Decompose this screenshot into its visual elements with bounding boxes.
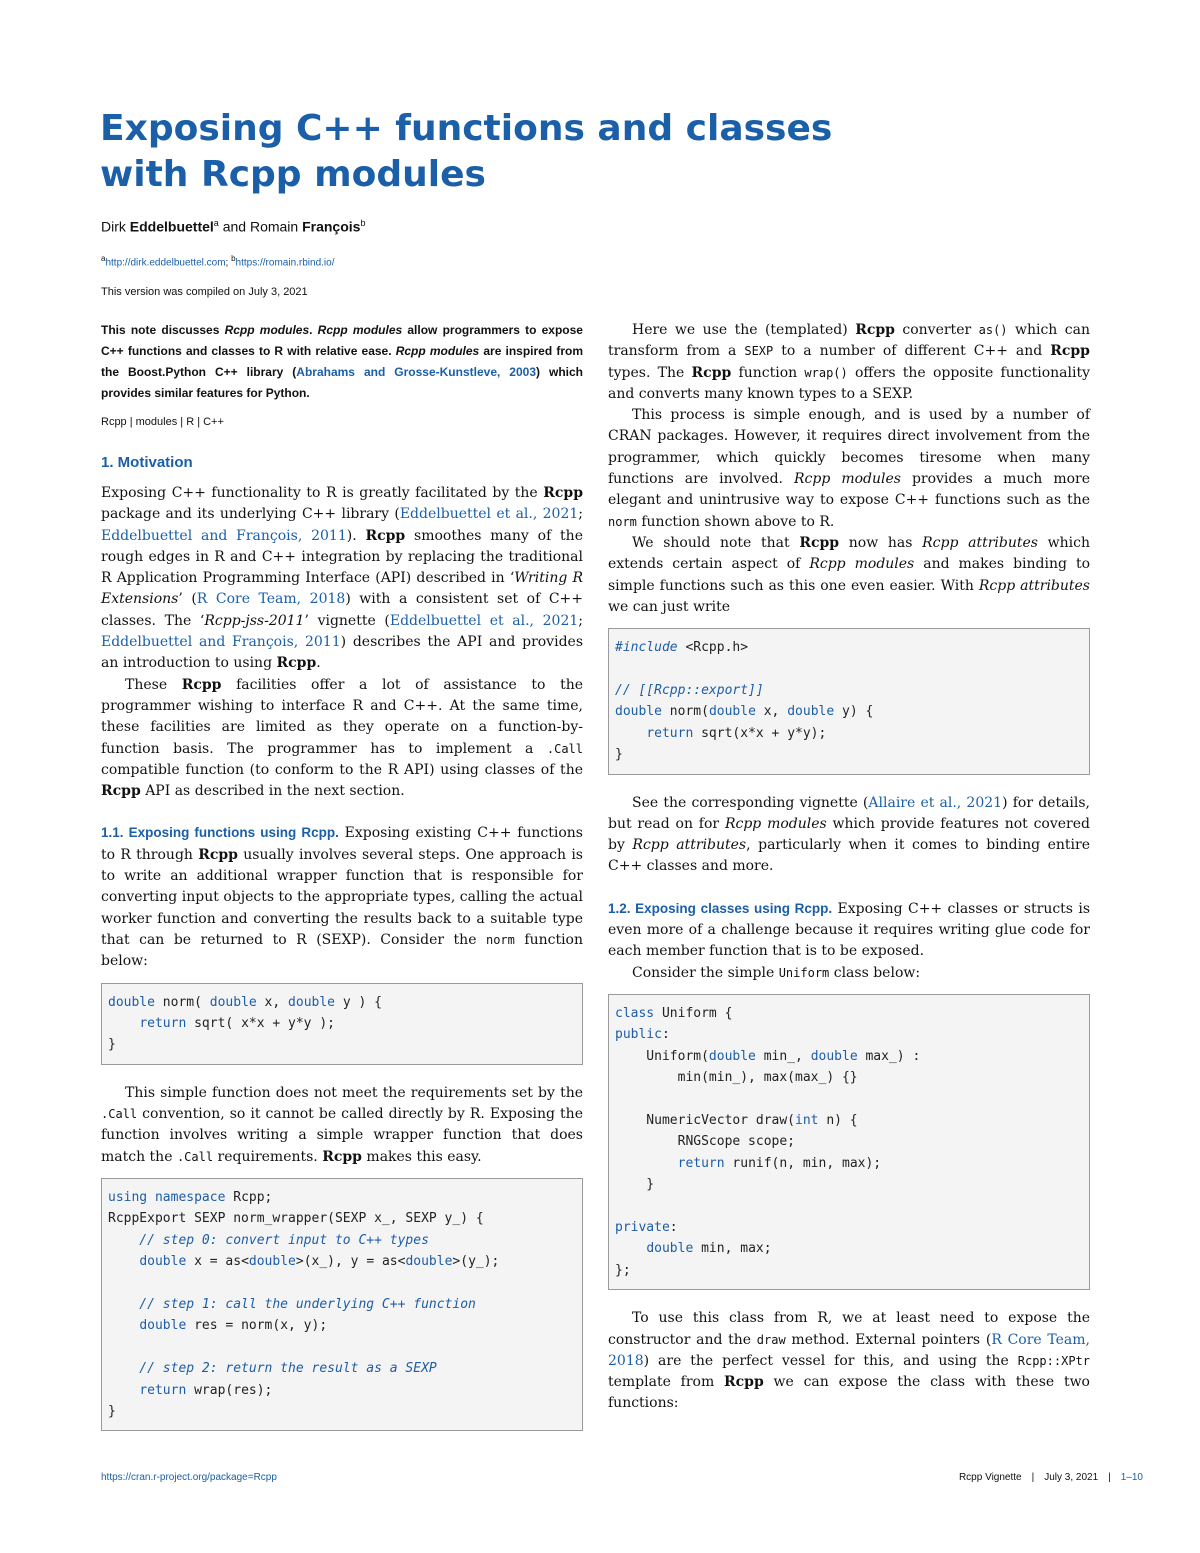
section-heading-motivation: 1. Motivation <box>101 454 193 471</box>
subsection-exposing-functions: 1.1. Exposing functions using Rcpp. Exposing existing C++ functions to R through Rcpp usually involves several steps. One approach is to write an additional wrapper function that is responsible for converting input objects to the appropriate types, calling the actual worker function and converting the results back to a suitable type that can be returned to R (SEXP). Consider the norm function below: <box>101 825 583 970</box>
paragraph-vignette: See the corresponding vignette (Allaire et al., 2021) for details, but read on for Rcpp modules which provide features not covered by Rcpp attributes, particularly when it comes to binding entire C++ classes and more. <box>608 794 1091 875</box>
paragraph-call-convention: This simple function does not meet the requirements set by the .Call convention, so it cannot be called directly by R. Exposing the function involves writing a simple wrapper function that does match the .Call requirements. Rcpp makes this easy. <box>101 1084 583 1165</box>
citation-link[interactable]: Eddelbuettel et al., 2021 <box>399 506 579 523</box>
citation-link[interactable]: Abrahams and Grosse-Kunstleve, 2003 <box>296 365 536 379</box>
footer-info <box>959 1472 1143 1483</box>
keywords: Rcpp | modules | R | C++ <box>101 416 224 428</box>
paragraph-process: This process is simple enough, and is used by a number of CRAN packages. However, it requires direct involvement from the programmer, which quickly becomes tiresome when many functions are involved. Rcpp modules provides a much more elegant and unintrusive way to expose C++ functions such as the norm function shown above to R. <box>608 407 1090 530</box>
footer-journal: Rcpp Vignette <box>958 1472 1022 1483</box>
footer-url-link[interactable]: https://cran.r-project.org/package=Rcpp <box>101 1472 277 1483</box>
author-family: Eddelbuettel <box>129 218 214 235</box>
affiliations <box>101 254 334 268</box>
subsection-heading: 1.1. Exposing functions using Rcpp. <box>101 825 339 841</box>
left-column <box>101 320 583 1449</box>
title-line-1: Exposing C++ functions and classes <box>100 108 833 149</box>
compiled-date: This version was compiled on July 3, 2021 <box>101 286 308 298</box>
code-block-norm: double norm( double x, double y ) { return sqrt( x*x + y*y ); } <box>101 983 583 1065</box>
author-family: François <box>302 218 361 235</box>
subsection-exposing-classes: 1.2. Exposing classes using Rcpp. Exposing C++ classes or structs is even more of a challenge because it requires writing glue code for each member function that is to be exposed. <box>608 900 1090 960</box>
subsection-heading: 1.2. Exposing classes using Rcpp. <box>608 900 833 916</box>
citation-link[interactable]: Eddelbuettel and François, 2011 <box>101 634 341 651</box>
footer-sep: | <box>1108 1472 1111 1483</box>
code-block-attributes: #include <Rcpp.h> // [[Rcpp::export]] double norm(double x, double y) { return sqrt(x*x + y*y); } <box>608 628 1090 774</box>
author-list <box>101 218 365 235</box>
citation-link[interactable]: Allaire et al., 2021 <box>868 794 1003 811</box>
paragraph-converter: Here we use the (templated) Rcpp converter as() which can transform from a SEXP to a number of different C++ and Rcpp types. The Rcpp function wrap() offers the opposite functionality and converts many known types to a SEXP. <box>608 322 1090 402</box>
abstract: This note discusses Rcpp modules. Rcpp modules allow programmers to expose C++ functions and classes to R with relative ease. Rcpp modules are inspired from the Boost.Python C++ library (Abrahams and Grosse-Kunstleve, 2003) which provides similar features for Python. <box>101 323 583 400</box>
affil-mark: b <box>231 254 236 263</box>
paragraph-motivation: Exposing C++ functionality to R is greatly facilitated by the Rcpp package and its underlying C++ library (Eddelbuettel et al., 2021; Eddelbuettel and François, 2011). Rcpp smoothes many of the rough edges in R and C++ integration by replacing the traditional R Application Programming Interface (API) described in ‘Writing R Extensions’ (R Core Team, 2018) with a consistent set of C++ classes. The ‘Rcpp-jss-2011’ vignette (Eddelbuettel et al., 2021; Eddelbuettel and François, 2011) describes the API and provides an introduction to using Rcpp. <box>101 485 584 672</box>
footer-date: July 3, 2021 <box>1044 1472 1099 1483</box>
footer-pages: 1–10 <box>1120 1472 1143 1483</box>
paper-title <box>100 106 1100 198</box>
right-column <box>608 320 1090 1415</box>
author-sep: and <box>218 218 250 235</box>
paragraph-attributes: We should note that Rcpp now has Rcpp attributes which extends certain aspect of Rcpp modules and makes binding to simple functions such as this one even easier. With Rcpp attributes we can just write <box>608 534 1090 615</box>
title-line-2: with Rcpp modules <box>100 154 486 195</box>
citation-link[interactable]: R Core Team, 2018 <box>608 1331 1091 1369</box>
paragraph-uniform: Consider the simple Uniform class below: <box>632 964 921 981</box>
affil-sep: ; <box>225 257 232 269</box>
affil-mark: a <box>101 254 106 263</box>
author-given: Dirk <box>101 218 130 235</box>
code-block-wrapper: using namespace Rcpp; RcppExport SEXP norm_wrapper(SEXP x_, SEXP y_) { // step 0: convert input to C++ types double x = as<double>(x_), y = as<double>(y_); // step 1: call the underlying C++ function double res = norm(x, y); // step 2: return the result as a SEXP return wrap(res); } <box>101 1178 583 1431</box>
footer-sep: | <box>1031 1472 1035 1483</box>
paragraph-external-pointers: To use this class from R, we at least need to expose the constructor and the draw method. External pointers (R Core Team, 2018) are the perfect vessel for this, and using the Rcpp::XPtr template from Rcpp we can expose the class with these two functions: <box>608 1310 1091 1412</box>
citation-link[interactable]: Eddelbuettel et al., 2021 <box>389 612 579 629</box>
paragraph-facilities: These Rcpp facilities offer a lot of assistance to the programmer wishing to interface R and C++. At the same time, these facilities are limited as they operate on a function-by-function basis. The programmer has to implement a .Call compatible function (to conform to the R API) using classes of the Rcpp API as described in the next section. <box>101 676 583 800</box>
affil-link-a[interactable]: http://dirk.eddelbuettel.com <box>105 257 226 269</box>
citation-link[interactable]: R Core Team, 2018 <box>196 591 346 608</box>
affil-mark: b <box>360 218 366 228</box>
author-given: Romain <box>249 218 303 235</box>
affil-mark: a <box>213 218 219 228</box>
code-block-uniform: class Uniform { public: Uniform(double min_, double max_) : min(min_), max(max_) {} NumericVector draw(int n) { RNGScope scope; return runif(n, min, max); } private: double min, max; }; <box>608 994 1090 1290</box>
affil-link-b[interactable]: https://romain.rbind.io/ <box>235 257 335 269</box>
citation-link[interactable]: Eddelbuettel and François, 2011 <box>101 527 347 544</box>
